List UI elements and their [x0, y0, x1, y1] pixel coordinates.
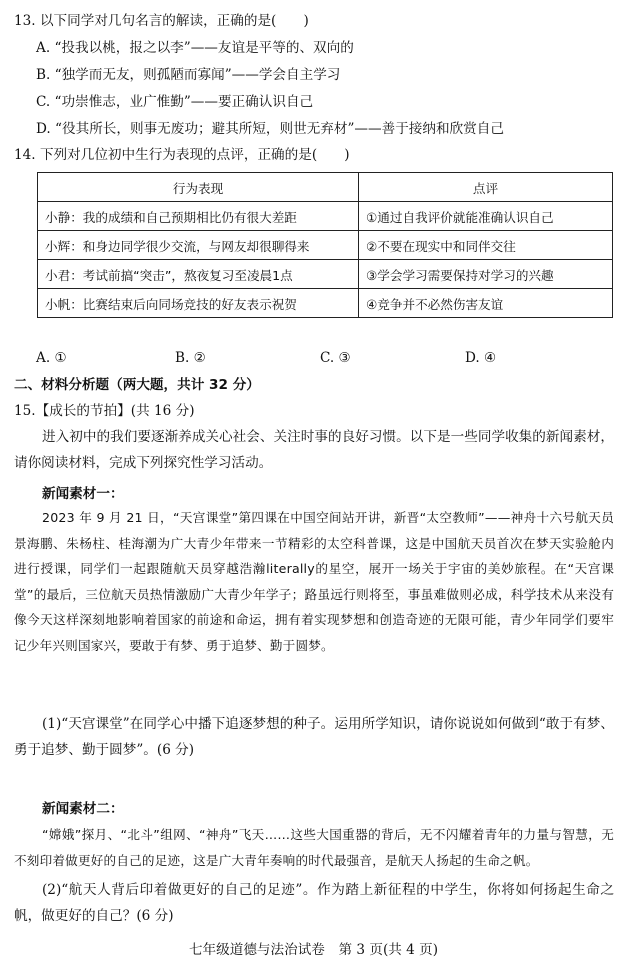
table-header: 点评 — [359, 173, 613, 202]
q14-option-d: D. ④ — [465, 350, 497, 366]
table-row — [38, 260, 613, 289]
q15-sub2: (2)“航天人背后印着做更好的自己的足迹”。作为踏上新征程的中学生，你将如何扬起生命之帆，做更好的自己？(6 分) — [14, 882, 614, 924]
page-footer: 七年级道德与法治试卷 第 3 页(共 4 页) — [188, 942, 439, 958]
q15-sub1: (1)“天宫课堂”在同学心中播下追逐梦想的种子。运用所学知识，请你说说如何做到“敢于有梦、勇于追梦、勤于圆梦”。(6 分) — [14, 716, 614, 758]
table-cell: 小君：考试前搞“突击”，熬夜复习至凌晨1点 — [38, 260, 359, 289]
q13-option-b: B. “独学而无友，则孤陋而寡闻”——学会自主学习 — [36, 67, 341, 83]
news2-text: “嫦娥”探月、“北斗”组网、“神舟”飞天……这些大国重器的背后，无不闪耀着青年的力量与智慧，无不刻印着做更好的自己的足迹，这是广大青年奏响的时代最强音，是航天人扬起的生命之帆。 — [14, 827, 614, 868]
section-title: 二、材料分析题（两大题，共计 32 分） — [14, 377, 260, 393]
table-row — [38, 231, 613, 260]
table-cell: 小静：我的成绩和自己预期相比仍有很大差距 — [38, 202, 359, 231]
q14-option-b: B. ② — [175, 350, 206, 366]
q15-head: 15.【成长的节拍】(共 16 分) — [14, 403, 195, 419]
table-cell: ②不要在现实中和同伴交往 — [359, 231, 613, 260]
q13-option-c: C. “功崇惟志，业广惟勤”——要正确认识自己 — [36, 94, 314, 110]
q13-stem: 13. 以下同学对几句名言的解读，正确的是( ) — [14, 13, 309, 29]
q14-stem: 14. 下列对几位初中生行为表现的点评，正确的是( ) — [14, 147, 350, 163]
news1-text: 2023 年 9 月 21 日，“天宫课堂”第四课在中国空间站开讲，新晋“太空教师”——神舟十六号航天员景海鹏、朱杨柱、桂海潮为广大青少年带来一节精彩的太空科普课，这是中国航天员首次在梦天实验舱内进行授课，同学们一起跟随航天员穿越浩瀚literally的星空，展开一场关于宇宙的美妙旅程。在“天宫课堂”的最后，三位航天员热情激励广大青少年学子；路虽远行则将至，事虽难做则必成，科学技术从来没有像今天这样深刻地影响着国家的前途和命运，拥有着实现梦想和创造奇迹的无限可能，青少年同学们要牢记少年兴则国家兴，要敢于有梦、勇于追梦、勤于圆梦。 — [14, 510, 614, 653]
q14-option-a: A. ① — [36, 350, 67, 366]
table-row — [38, 202, 613, 231]
q15-intro: 进入初中的我们要逐渐养成关心社会、关注时事的良好习惯。以下是一些同学收集的新闻素材，请你阅读材料，完成下列探究性学习活动。 — [14, 429, 614, 471]
table-cell: 小帆：比赛结束后向同场竞技的好友表示祝贺 — [38, 289, 359, 318]
q13-option-a: A. “投我以桃，报之以李”——友谊是平等的、双向的 — [36, 40, 354, 56]
table-header: 行为表现 — [38, 173, 359, 202]
news2-title: 新闻素材二： — [42, 801, 124, 817]
table-row — [38, 289, 613, 318]
table-cell: ④竞争并不必然伤害友谊 — [359, 289, 613, 318]
table-cell: 小辉：和身边同学很少交流，与网友却很聊得来 — [38, 231, 359, 260]
news1-title: 新闻素材一： — [42, 486, 124, 502]
q14-option-c: C. ③ — [320, 350, 351, 366]
table-cell: ③学会学习需要保持对学习的兴趣 — [359, 260, 613, 289]
table-cell: ①通过自我评价就能准确认识自己 — [359, 202, 613, 231]
q13-option-d: D. “役其所长，则事无废功；避其所短，则世无弃材”——善于接纳和欣赏自己 — [36, 121, 504, 137]
q14-table — [37, 172, 613, 318]
